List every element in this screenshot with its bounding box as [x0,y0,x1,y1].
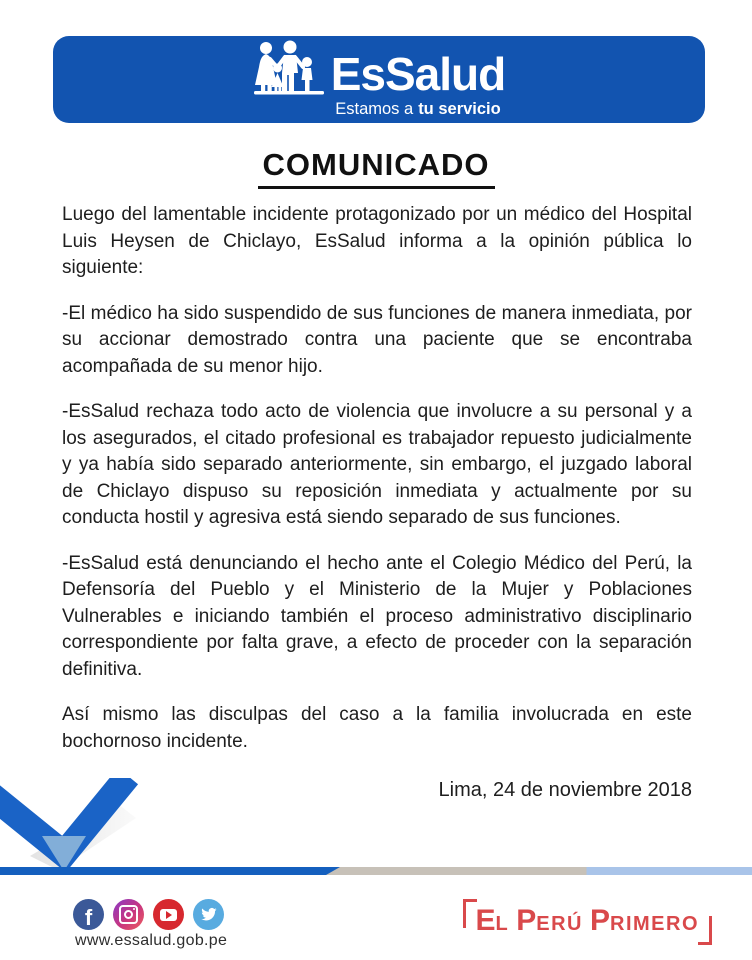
title-section [0,147,752,189]
essalud-logo [253,40,506,119]
brand-name: EsSalud [330,48,506,100]
paragraph: Luego del lamentable incidente protagonizado por un médico del Hospital Luis Heysen de Chiclayo, EsSalud informa a la opinión pública lo siguiente: [62,204,692,278]
corner-bracket-top-left [463,899,477,928]
divider-bar [0,867,752,875]
peru-primero-text [476,906,700,936]
checkmark-graphic [0,778,140,874]
header-banner [53,36,705,123]
twitter-icon [193,899,224,930]
tagline-bold: tu servicio [418,100,501,118]
corner-bracket-bottom-right [698,916,712,945]
twitter-bird-glyph [200,906,217,923]
instagram-icon [113,899,144,930]
paragraph: -El médico ha sido suspendido de sus funciones de manera inmediata, por su accionar demostrado contra una paciente que se encontraba acompañada de su menor hijo. [62,302,692,377]
brand-letter: RIMERO [610,913,699,935]
social-icons-row [73,899,224,930]
peru-primero-logo [463,899,713,945]
paragraph: -EsSalud está denunciando el hecho ante el Colegio Médico del Perú, la Defensoría del Pueblo y el Ministerio de la Mujer y Poblaciones Vulnerables e iniciando también el proceso administrativo disciplinario correspondiente por falta grave, a efecto de proceder con la separación definitiva. [62,552,692,680]
divider-bar-blue-segment [0,867,340,875]
brand-letter: L [495,913,510,935]
tagline-regular: Estamos a [335,100,414,118]
paragraph: -EsSalud rechaza todo acto de violencia que involucre a su personal y a los asegurados, el citado profesional es trabajador repuesto judicialmente y ya había sido separado anteriormente, sin embargo, el juzgado laboral de Chiclayo dispuso su reposición inmediata y actualmente por su conducta hostil y agresiva está siendo separado de sus funciones. [62,401,692,528]
facebook-icon: f [73,899,104,930]
youtube-play-glyph [160,909,177,921]
family-icon [253,40,327,98]
brand-letter: P [589,904,610,937]
instagram-camera-glyph [119,905,138,924]
dateline: Lima, 24 de noviembre 2018 [438,779,692,801]
communique-body [62,202,692,804]
brand-letter: ERÚ [536,913,583,935]
brand-letter: E [475,904,496,937]
youtube-icon [153,899,184,930]
page-title: COMUNICADO [258,147,495,189]
paragraph: Así mismo las disculpas del caso a la familia involucrada en este bochornoso incidente. [62,704,692,752]
brand-tagline [335,100,501,119]
brand-letter: P [516,904,537,937]
website-url: www.essalud.gob.pe [75,932,228,949]
